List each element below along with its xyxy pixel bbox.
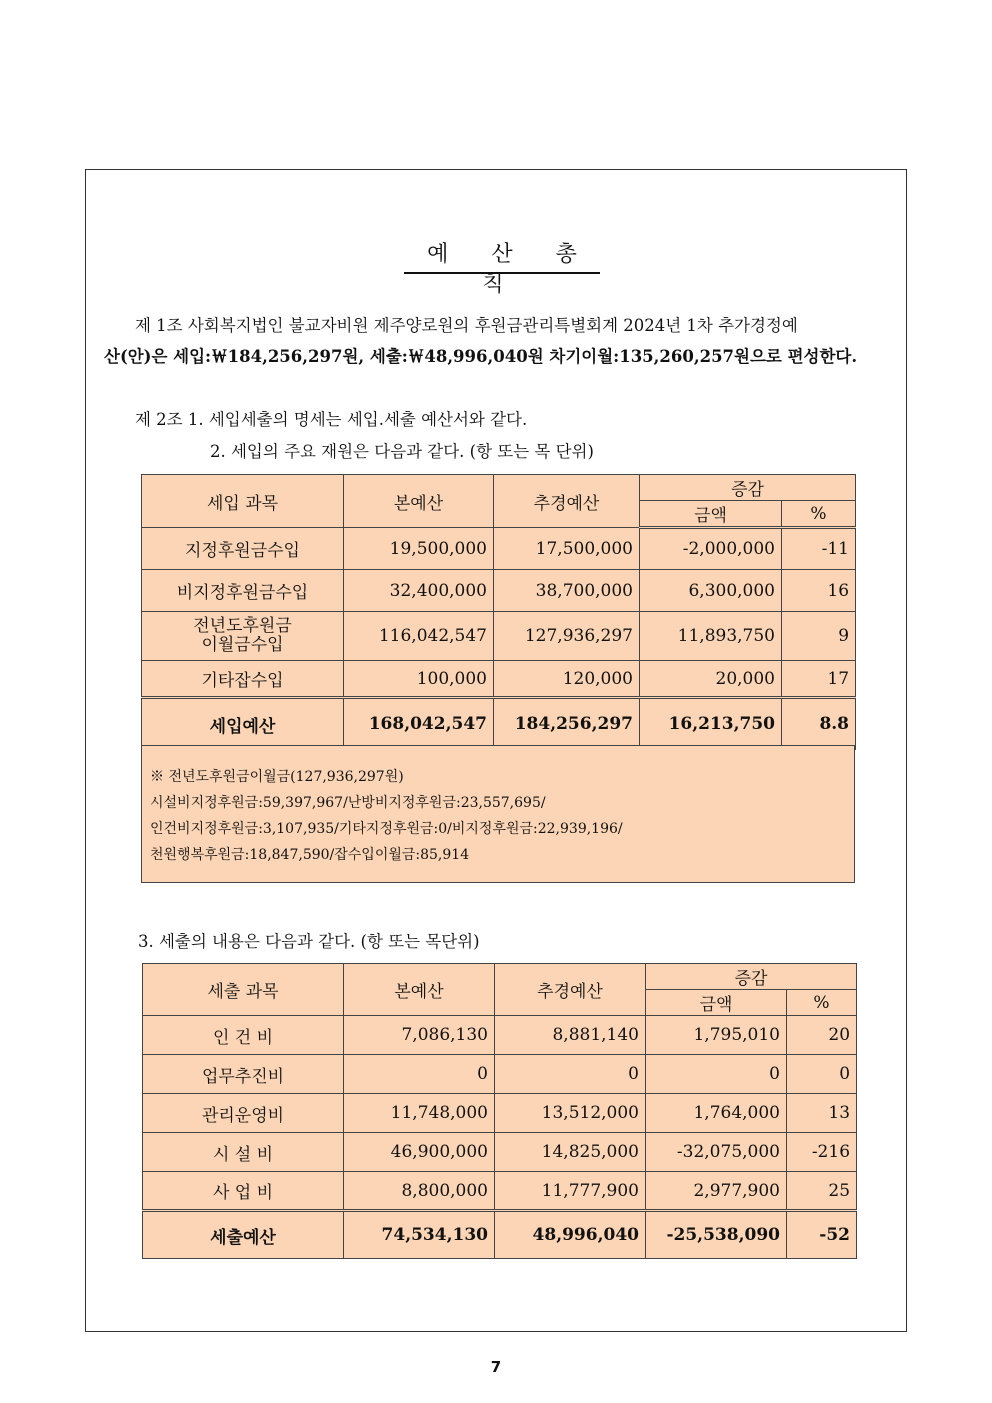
expense-table bbox=[142, 963, 857, 1259]
expense-percent: 0 bbox=[787, 1055, 857, 1094]
expense-percent: 20 bbox=[787, 1016, 857, 1055]
revenue-total-amount: 16,213,750 bbox=[640, 698, 782, 750]
expense-header-percent: % bbox=[787, 990, 857, 1016]
expense-original: 7,086,130 bbox=[344, 1016, 495, 1055]
revenue-amount: 20,000 bbox=[640, 661, 782, 698]
expense-subject: 관리운영비 bbox=[143, 1094, 344, 1133]
revenue-original: 19,500,000 bbox=[344, 528, 494, 570]
revenue-total-revised: 184,256,297 bbox=[494, 698, 640, 750]
table-row-total bbox=[142, 698, 856, 750]
revenue-table bbox=[141, 474, 856, 750]
table-row bbox=[143, 1055, 857, 1094]
document-title: 예 산 총 칙 bbox=[404, 240, 600, 274]
article2-item2: 2. 세입의 주요 재원은 다음과 같다. (항 또는 목 단위) bbox=[210, 442, 594, 461]
expense-amount: 0 bbox=[646, 1055, 787, 1094]
expense-percent: 13 bbox=[787, 1094, 857, 1133]
revenue-original: 32,400,000 bbox=[344, 570, 494, 612]
revenue-percent: 16 bbox=[782, 570, 856, 612]
revenue-header-amount: 금액 bbox=[640, 501, 782, 528]
revenue-total-percent: 8.8 bbox=[782, 698, 856, 750]
expense-revised: 0 bbox=[495, 1055, 646, 1094]
table-row bbox=[142, 570, 856, 612]
revenue-amount: -2,000,000 bbox=[640, 528, 782, 570]
article3: 3. 세출의 내용은 다음과 같다. (항 또는 목단위) bbox=[138, 932, 480, 951]
table-row bbox=[143, 1172, 857, 1211]
table-row bbox=[142, 528, 856, 570]
revenue-percent: 17 bbox=[782, 661, 856, 698]
revenue-header-revised: 추경예산 bbox=[494, 475, 640, 528]
table-row-total bbox=[143, 1211, 857, 1259]
expense-header-revised: 추경예산 bbox=[495, 964, 646, 1016]
revenue-revised: 17,500,000 bbox=[494, 528, 640, 570]
expense-header-amount: 금액 bbox=[646, 990, 787, 1016]
table-row bbox=[143, 1094, 857, 1133]
revenue-subject: 비지정후원금수입 bbox=[142, 570, 344, 612]
expense-subject: 시 설 비 bbox=[143, 1133, 344, 1172]
carryover-note bbox=[141, 745, 855, 883]
revenue-original: 100,000 bbox=[344, 661, 494, 698]
revenue-subject: 기타잡수입 bbox=[142, 661, 344, 698]
revenue-header-percent: % bbox=[782, 501, 856, 528]
revenue-subject-line2: 이월금수입 bbox=[201, 635, 284, 655]
table-row bbox=[143, 1016, 857, 1055]
revenue-subject-line1: 전년도후원금 bbox=[193, 616, 292, 636]
expense-subject: 업무추진비 bbox=[143, 1055, 344, 1094]
expense-total-revised: 48,996,040 bbox=[495, 1211, 646, 1259]
page-number: 7 bbox=[490, 1358, 502, 1376]
expense-amount: -32,075,000 bbox=[646, 1133, 787, 1172]
expense-revised: 14,825,000 bbox=[495, 1133, 646, 1172]
article1-line1: 제 1조 사회복지법인 불교자비원 제주양로원의 후원금관리특별회계 2024년 1차 추가경정예 bbox=[135, 316, 798, 335]
expense-revised: 13,512,000 bbox=[495, 1094, 646, 1133]
expense-revised: 8,881,140 bbox=[495, 1016, 646, 1055]
expense-amount: 1,764,000 bbox=[646, 1094, 787, 1133]
expense-amount: 1,795,010 bbox=[646, 1016, 787, 1055]
expense-subject: 인 건 비 bbox=[143, 1016, 344, 1055]
article2-item1: 제 2조 1. 세입세출의 명세는 세입.세출 예산서와 같다. bbox=[135, 410, 528, 429]
expense-header-original: 본예산 bbox=[344, 964, 495, 1016]
expense-original: 46,900,000 bbox=[344, 1133, 495, 1172]
revenue-header-original: 본예산 bbox=[344, 475, 494, 528]
note-line3: 인건비지정후원금:3,107,935/기타지정후원금:0/비지정후원금:22,939,196/ bbox=[150, 821, 623, 837]
expense-header-subject: 세출 과목 bbox=[143, 964, 344, 1016]
expense-original: 8,800,000 bbox=[344, 1172, 495, 1211]
table-row bbox=[142, 612, 856, 661]
table-row bbox=[143, 1133, 857, 1172]
revenue-header-subject: 세입 과목 bbox=[142, 475, 344, 528]
revenue-header-change: 증감 bbox=[640, 475, 856, 501]
revenue-percent: 9 bbox=[782, 612, 856, 661]
revenue-percent: -11 bbox=[782, 528, 856, 570]
expense-total-subject: 세출예산 bbox=[143, 1211, 344, 1259]
expense-total-original: 74,534,130 bbox=[344, 1211, 495, 1259]
expense-subject: 사 업 비 bbox=[143, 1172, 344, 1211]
expense-percent: -216 bbox=[787, 1133, 857, 1172]
expense-original: 0 bbox=[344, 1055, 495, 1094]
expense-total-percent: -52 bbox=[787, 1211, 857, 1259]
table-row bbox=[142, 661, 856, 698]
revenue-subject: 지정후원금수입 bbox=[142, 528, 344, 570]
note-line2: 시설비지정후원금:59,397,967/난방비지정후원금:23,557,695/ bbox=[150, 795, 546, 811]
revenue-amount: 6,300,000 bbox=[640, 570, 782, 612]
revenue-subject bbox=[142, 612, 344, 661]
note-line4: 천원행복후원금:18,847,590/잡수입이월금:85,914 bbox=[150, 847, 470, 863]
expense-revised: 11,777,900 bbox=[495, 1172, 646, 1211]
note-line1: ※ 전년도후원금이월금(127,936,297원) bbox=[150, 769, 404, 785]
revenue-amount: 11,893,750 bbox=[640, 612, 782, 661]
revenue-revised: 120,000 bbox=[494, 661, 640, 698]
expense-original: 11,748,000 bbox=[344, 1094, 495, 1133]
revenue-revised: 127,936,297 bbox=[494, 612, 640, 661]
expense-percent: 25 bbox=[787, 1172, 857, 1211]
revenue-total-subject: 세입예산 bbox=[142, 698, 344, 750]
article1-line2: 산(안)은 세입:￦184,256,297원, 세출:￦48,996,040원 차기이월:135,260,257원으로 편성한다. bbox=[104, 347, 858, 366]
expense-header-change: 증감 bbox=[646, 964, 857, 990]
revenue-total-original: 168,042,547 bbox=[344, 698, 494, 750]
revenue-revised: 38,700,000 bbox=[494, 570, 640, 612]
expense-amount: 2,977,900 bbox=[646, 1172, 787, 1211]
expense-total-amount: -25,538,090 bbox=[646, 1211, 787, 1259]
revenue-original: 116,042,547 bbox=[344, 612, 494, 661]
